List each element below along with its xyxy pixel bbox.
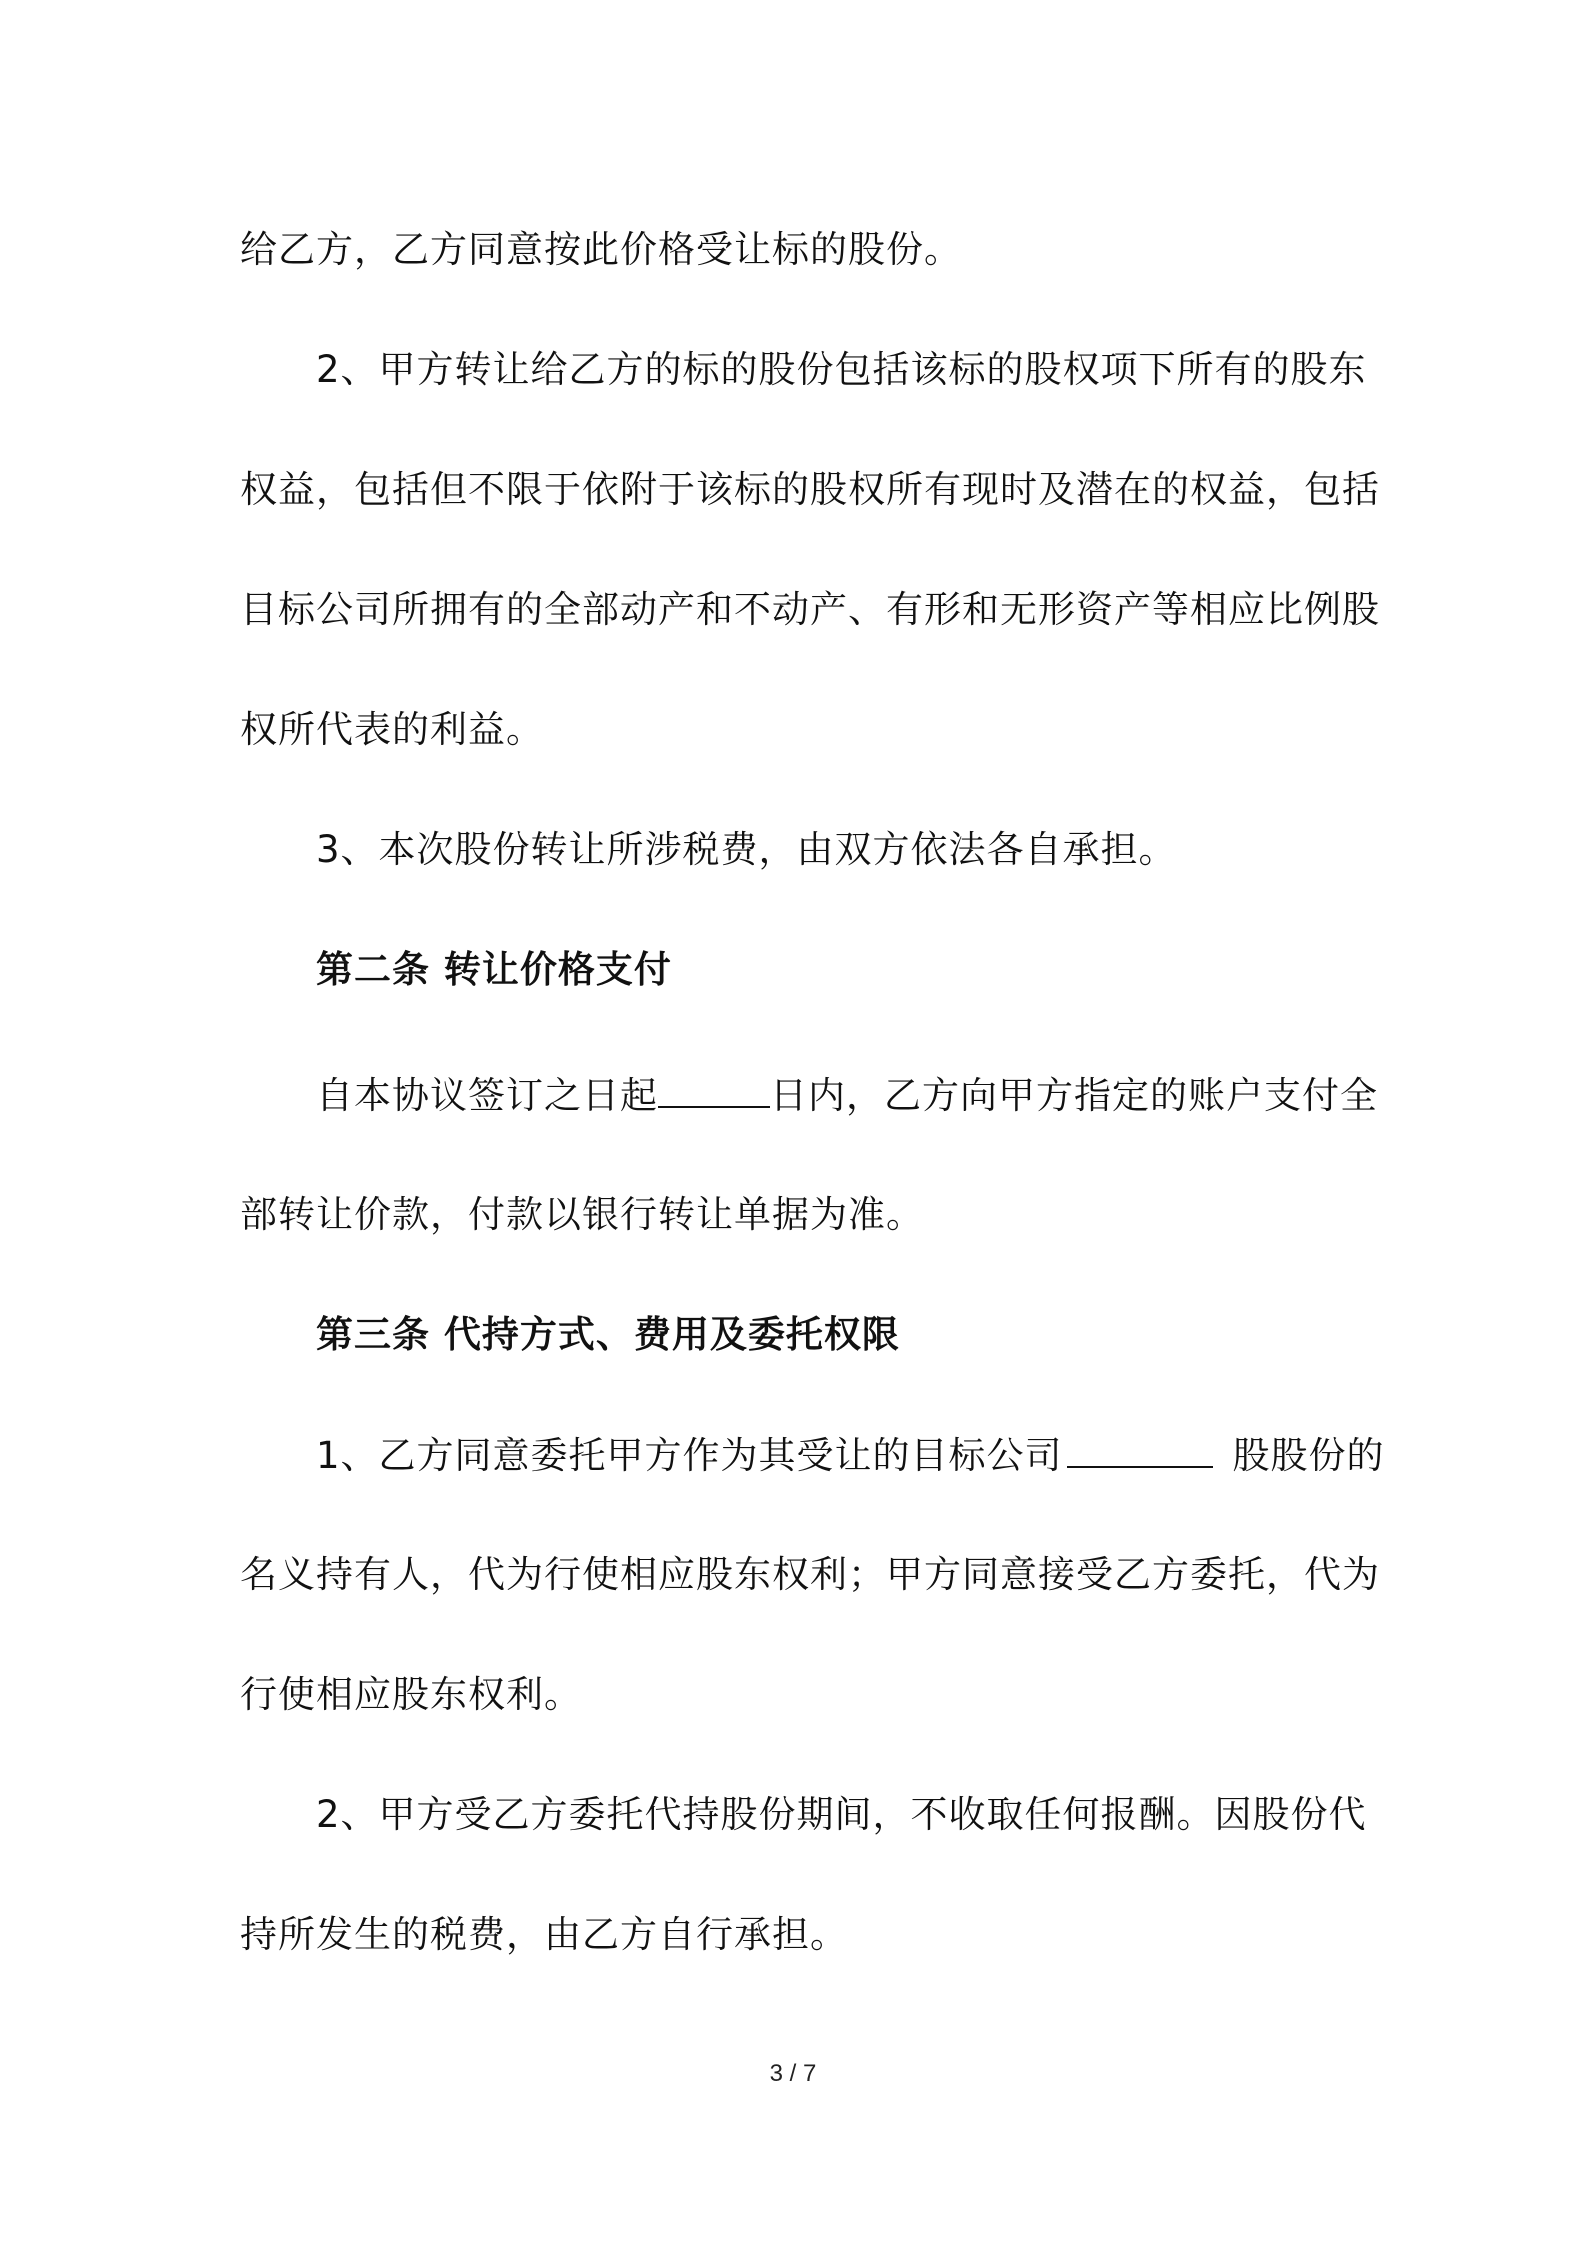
paragraph-line: 持所发生的税费，由乙方自行承担。 bbox=[240, 1913, 848, 1956]
paragraph-line: 目标公司所拥有的全部动产和不动产、有形和无形资产等相应比例股 bbox=[240, 588, 1380, 631]
paragraph-line: 部转让价款，付款以银行转让单据为准。 bbox=[240, 1193, 924, 1236]
paragraph-line: 权益，包括但不限于依附于该标的股权所有现时及潜在的权益，包括 bbox=[240, 468, 1380, 511]
paragraph-line: 2、甲方转让给乙方的标的股份包括该标的股权项下所有的股东 bbox=[316, 348, 1367, 391]
entrust-text-after: 股股份的 bbox=[1232, 1434, 1385, 1477]
paragraph-line: 权所代表的利益。 bbox=[240, 708, 544, 751]
entrust-line bbox=[316, 1430, 1385, 1481]
paragraph-line: 3、本次股份转让所涉税费，由双方依法各自承担。 bbox=[316, 828, 1177, 871]
section-heading: 第三条 代持方式、费用及委托权限 bbox=[316, 1313, 900, 1356]
paragraph-line: 名义持有人，代为行使相应股东权利；甲方同意接受乙方委托，代为 bbox=[240, 1553, 1380, 1596]
payment-text-before: 自本协议签订之日起 bbox=[316, 1074, 658, 1117]
payment-days-blank bbox=[658, 1070, 770, 1108]
share-amount-blank bbox=[1067, 1430, 1213, 1468]
entrust-text-before: 1、乙方同意委托甲方作为其受让的目标公司 bbox=[316, 1434, 1063, 1477]
section-heading: 第二条 转让价格支付 bbox=[316, 948, 672, 991]
paragraph-line: 行使相应股东权利。 bbox=[240, 1673, 582, 1716]
page-number: 3 / 7 bbox=[769, 2060, 817, 2087]
paragraph-line: 2、甲方受乙方委托代持股份期间，不收取任何报酬。因股份代 bbox=[316, 1793, 1367, 1836]
payment-line bbox=[316, 1070, 1378, 1121]
paragraph-line: 给乙方，乙方同意按此价格受让标的股份。 bbox=[240, 228, 962, 271]
payment-text-after: 日内，乙方向甲方指定的账户支付全 bbox=[770, 1074, 1378, 1117]
